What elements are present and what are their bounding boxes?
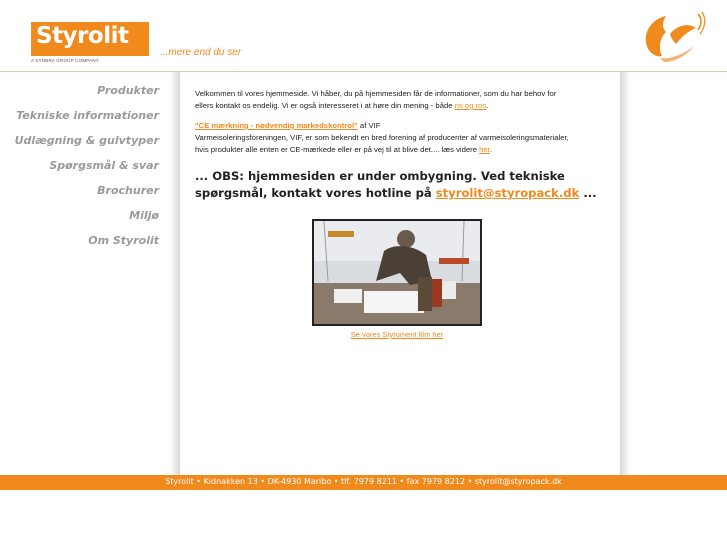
ce-text-1: af VIF <box>357 121 381 130</box>
content-shadow-left <box>170 72 180 475</box>
sidebar-nav <box>0 72 175 475</box>
obs-text: ... OBS: hjemmesiden er under ombygning. Ved tekniske spørgsmål, kontakt vores hotline på <box>195 169 565 200</box>
sidebar-item-tekniske-informationer[interactable]: Tekniske informationer <box>16 109 159 122</box>
film-link[interactable]: Se vores Styroment film her <box>350 330 444 339</box>
intro-period: . <box>486 101 489 110</box>
sidebar-item-brochurer[interactable]: Brochurer <box>97 184 159 197</box>
sidebar-item-udlaegning[interactable]: Udlægning & gulvtyper <box>14 134 159 147</box>
sidebar-item-produkter[interactable]: Produkter <box>97 84 159 97</box>
photo-illustration <box>314 221 480 324</box>
main-content <box>180 72 620 475</box>
intro-line-2: ellers kontakt os endelig. Vi er også interesseret i at høre din mening - både <box>195 101 455 110</box>
ce-paragraph <box>195 120 600 156</box>
hotline-email-link[interactable]: styrolit@styropack.dk <box>435 186 580 200</box>
content-shadow-right <box>620 72 630 475</box>
obs-end: ... <box>579 186 597 200</box>
read-more-link[interactable]: her <box>479 145 490 154</box>
butterfly-icon <box>636 8 712 64</box>
ce-marking-link[interactable]: "CE mærkning - nødvendig markedskontrol" <box>195 121 358 130</box>
ce-text-3: hvis produkter alle enten er CE-mærkede eller er på vej til at blive det.... læs videre <box>195 145 480 154</box>
logo-subtitle: A SYNBRA GROUP COMPANY <box>31 58 99 63</box>
ris-og-ros-link[interactable]: ris og ros <box>454 101 487 110</box>
sidebar-item-om-styrolit[interactable]: Om Styrolit <box>88 234 159 247</box>
intro-line-1: Velkommen til vores hjemmeside. Vi håber, du på hjemmesiden får de informationer, som du har behov for <box>195 89 557 98</box>
ce-period: . <box>489 145 492 154</box>
obs-notice <box>195 168 615 202</box>
site-footer <box>0 475 727 490</box>
ce-text-2: Varmeisoleringsforeningen, VIF, er som bekendt en bred forening af producenter af varmeisoleringsmaterialer, <box>195 133 569 142</box>
sidebar-item-miljoe[interactable]: Miljø <box>129 209 159 222</box>
tagline: ...mere end du ser <box>160 47 242 58</box>
site-header <box>0 0 727 72</box>
footer-contact: Styrolit • Kidnakken 13 • DK-4930 Maribo • tlf. 7979 8211 • fax 7979 8212 • styrolit@styropack.dk <box>165 477 562 486</box>
worker-photo[interactable] <box>312 219 482 326</box>
logo-text[interactable]: Styrolit <box>36 23 129 49</box>
sidebar-item-spoergsmaal[interactable]: Spørgsmål & svar <box>49 159 159 172</box>
intro-paragraph <box>195 88 600 112</box>
